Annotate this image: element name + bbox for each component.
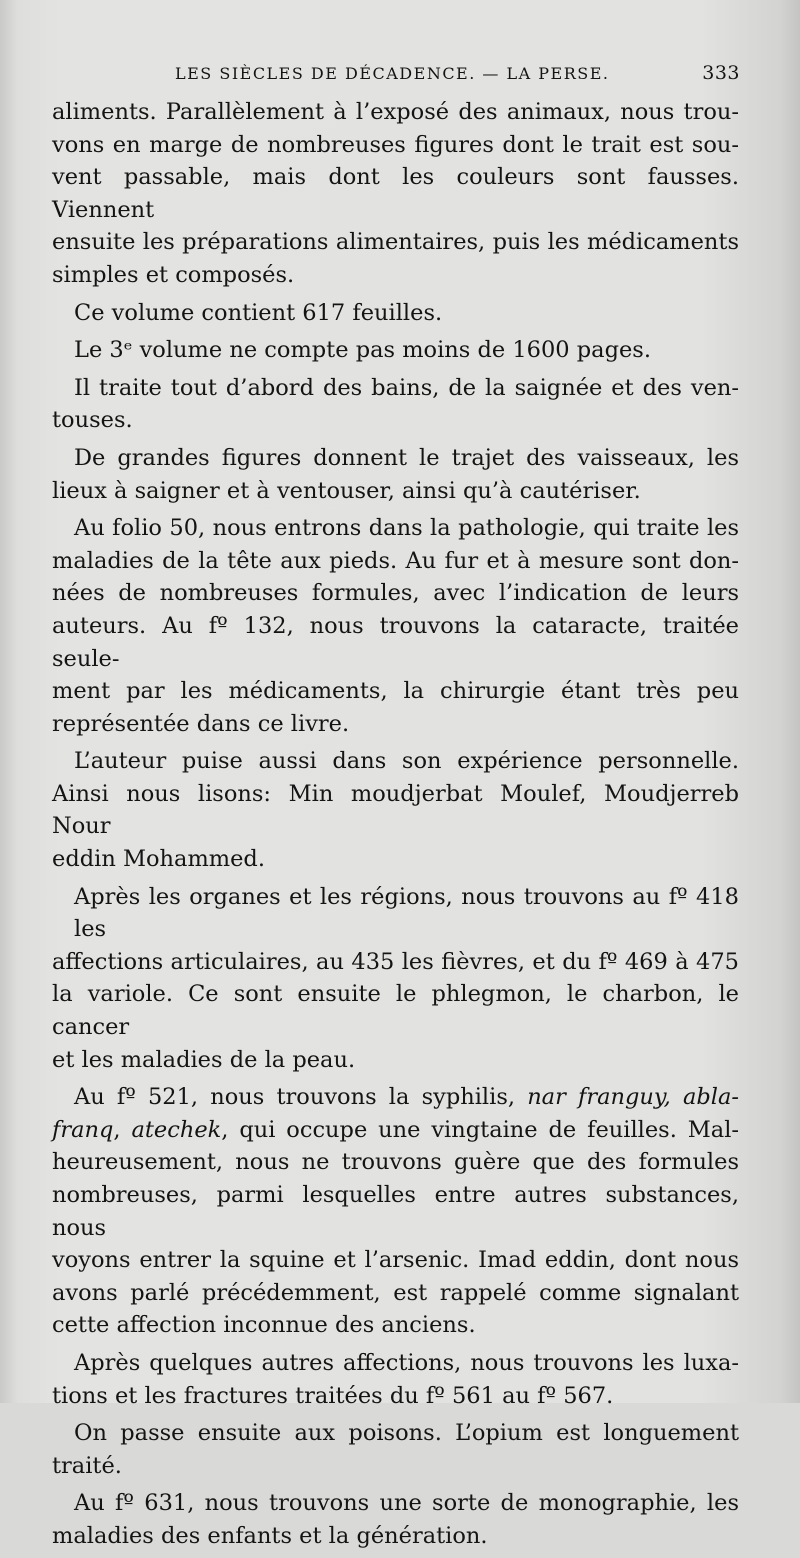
text-line: aliments. Parallèlement à l’exposé des animaux, nous trou- [52,99,739,125]
page-number: 333 [702,62,740,84]
paragraph [52,96,739,292]
text-line: lieux à saigner et à ventouser, ainsi qu’à cautériser. [52,477,641,504]
text-line: De grandes figures donnent le trajet des vaisseaux, les [74,444,739,471]
text-line: et les maladies de la peau. [52,1046,356,1073]
text-line: simples et composés. [52,261,295,288]
paragraph [52,442,739,507]
text-line: Il traite tout d’abord des bains, de la saignée et des ven- [74,374,739,401]
paragraph [52,1417,739,1482]
text-line: Au fº 631, nous trouvons une sorte de monographie, les [74,1490,739,1517]
text-line: maladies de la tête aux pieds. Au fur et à mesure sont don- [52,547,739,574]
text-line: cette affection inconnue des anciens. [52,1312,476,1339]
paragraph [52,1347,739,1412]
body-text [52,96,739,1558]
text-line: Le 3ᵉ volume ne compte pas moins de 1600 pages. [74,337,651,364]
paragraph [52,372,739,437]
text-line: nées de nombreuses formules, avec l’indication de leurs [52,580,739,607]
text-line: vent passable, mais dont les couleurs sont fausses. Viennent [52,164,739,223]
text-line: Ainsi nous lisons: Min moudjerbat Moulef, Moudjerreb Nour [52,780,739,840]
text-line: affections articulaires, au 435 les fièvres, et du fº 469 à 475 [52,948,739,975]
text-line: voyons entrer la squine et l’arsenic. Imad eddin, dont nous [52,1247,739,1274]
text-line: franq, atechek, qui occupe une vingtaine de feuilles. Mal- [52,1116,739,1143]
text-line: Après quelques autres affections, nous trouvons les luxa- [74,1349,739,1376]
paragraph [52,1081,739,1342]
paragraph [52,1487,739,1552]
text-line: eddin Mohammed. [52,846,265,873]
paragraph [52,881,739,1077]
paragraph [52,334,739,367]
paragraph [52,512,739,740]
text-line: représentée dans ce livre. [52,710,350,737]
text-line: Au fº 521, nous trouvons la syphilis, nar franguy, abla- [74,1084,739,1111]
text-line: la variole. Ce sont ensuite le phlegmon, le charbon, le cancer [52,981,739,1041]
text-line: L’auteur puise aussi dans son expérience personnelle. [74,748,739,775]
text-line: Ce volume contient 617 feuilles. [74,299,443,326]
running-title: LES SIÈCLES DE DÉCADENCE. — LA PERSE. [175,64,610,83]
paragraph [52,297,739,330]
text-line: touses. [52,407,133,434]
text-line: vons en marge de nombreuses figures dont le trait est sou- [52,131,739,158]
paragraph [52,745,739,875]
text-line: maladies des enfants et la génération. [52,1522,488,1549]
text-line: tions et les fractures traitées du fº 561 au fº 567. [52,1382,614,1409]
text-line: auteurs. Au fº 132, nous trouvons la cataracte, traitée seule- [52,612,739,672]
text-line: ensuite les préparations alimentaires, puis les médicaments [52,229,739,256]
text-line: nombreuses, parmi lesquelles entre autres substances, nous [52,1182,739,1241]
text-line: heureusement, nous ne trouvons guère que des formules [52,1149,739,1176]
text-line: traité. [52,1452,122,1479]
running-head [50,58,740,88]
text-line: On passe ensuite aux poisons. L’opium est longuement [74,1420,739,1447]
text-line: ment par les médicaments, la chirurgie étant très peu [52,678,739,705]
text-line: avons parlé précédemment, est rappelé comme signalant [52,1279,739,1306]
text-line: Après les organes et les régions, nous trouvons au fº 418 les [74,883,739,943]
text-line: Au folio 50, nous entrons dans la pathologie, qui traite les [74,515,739,542]
